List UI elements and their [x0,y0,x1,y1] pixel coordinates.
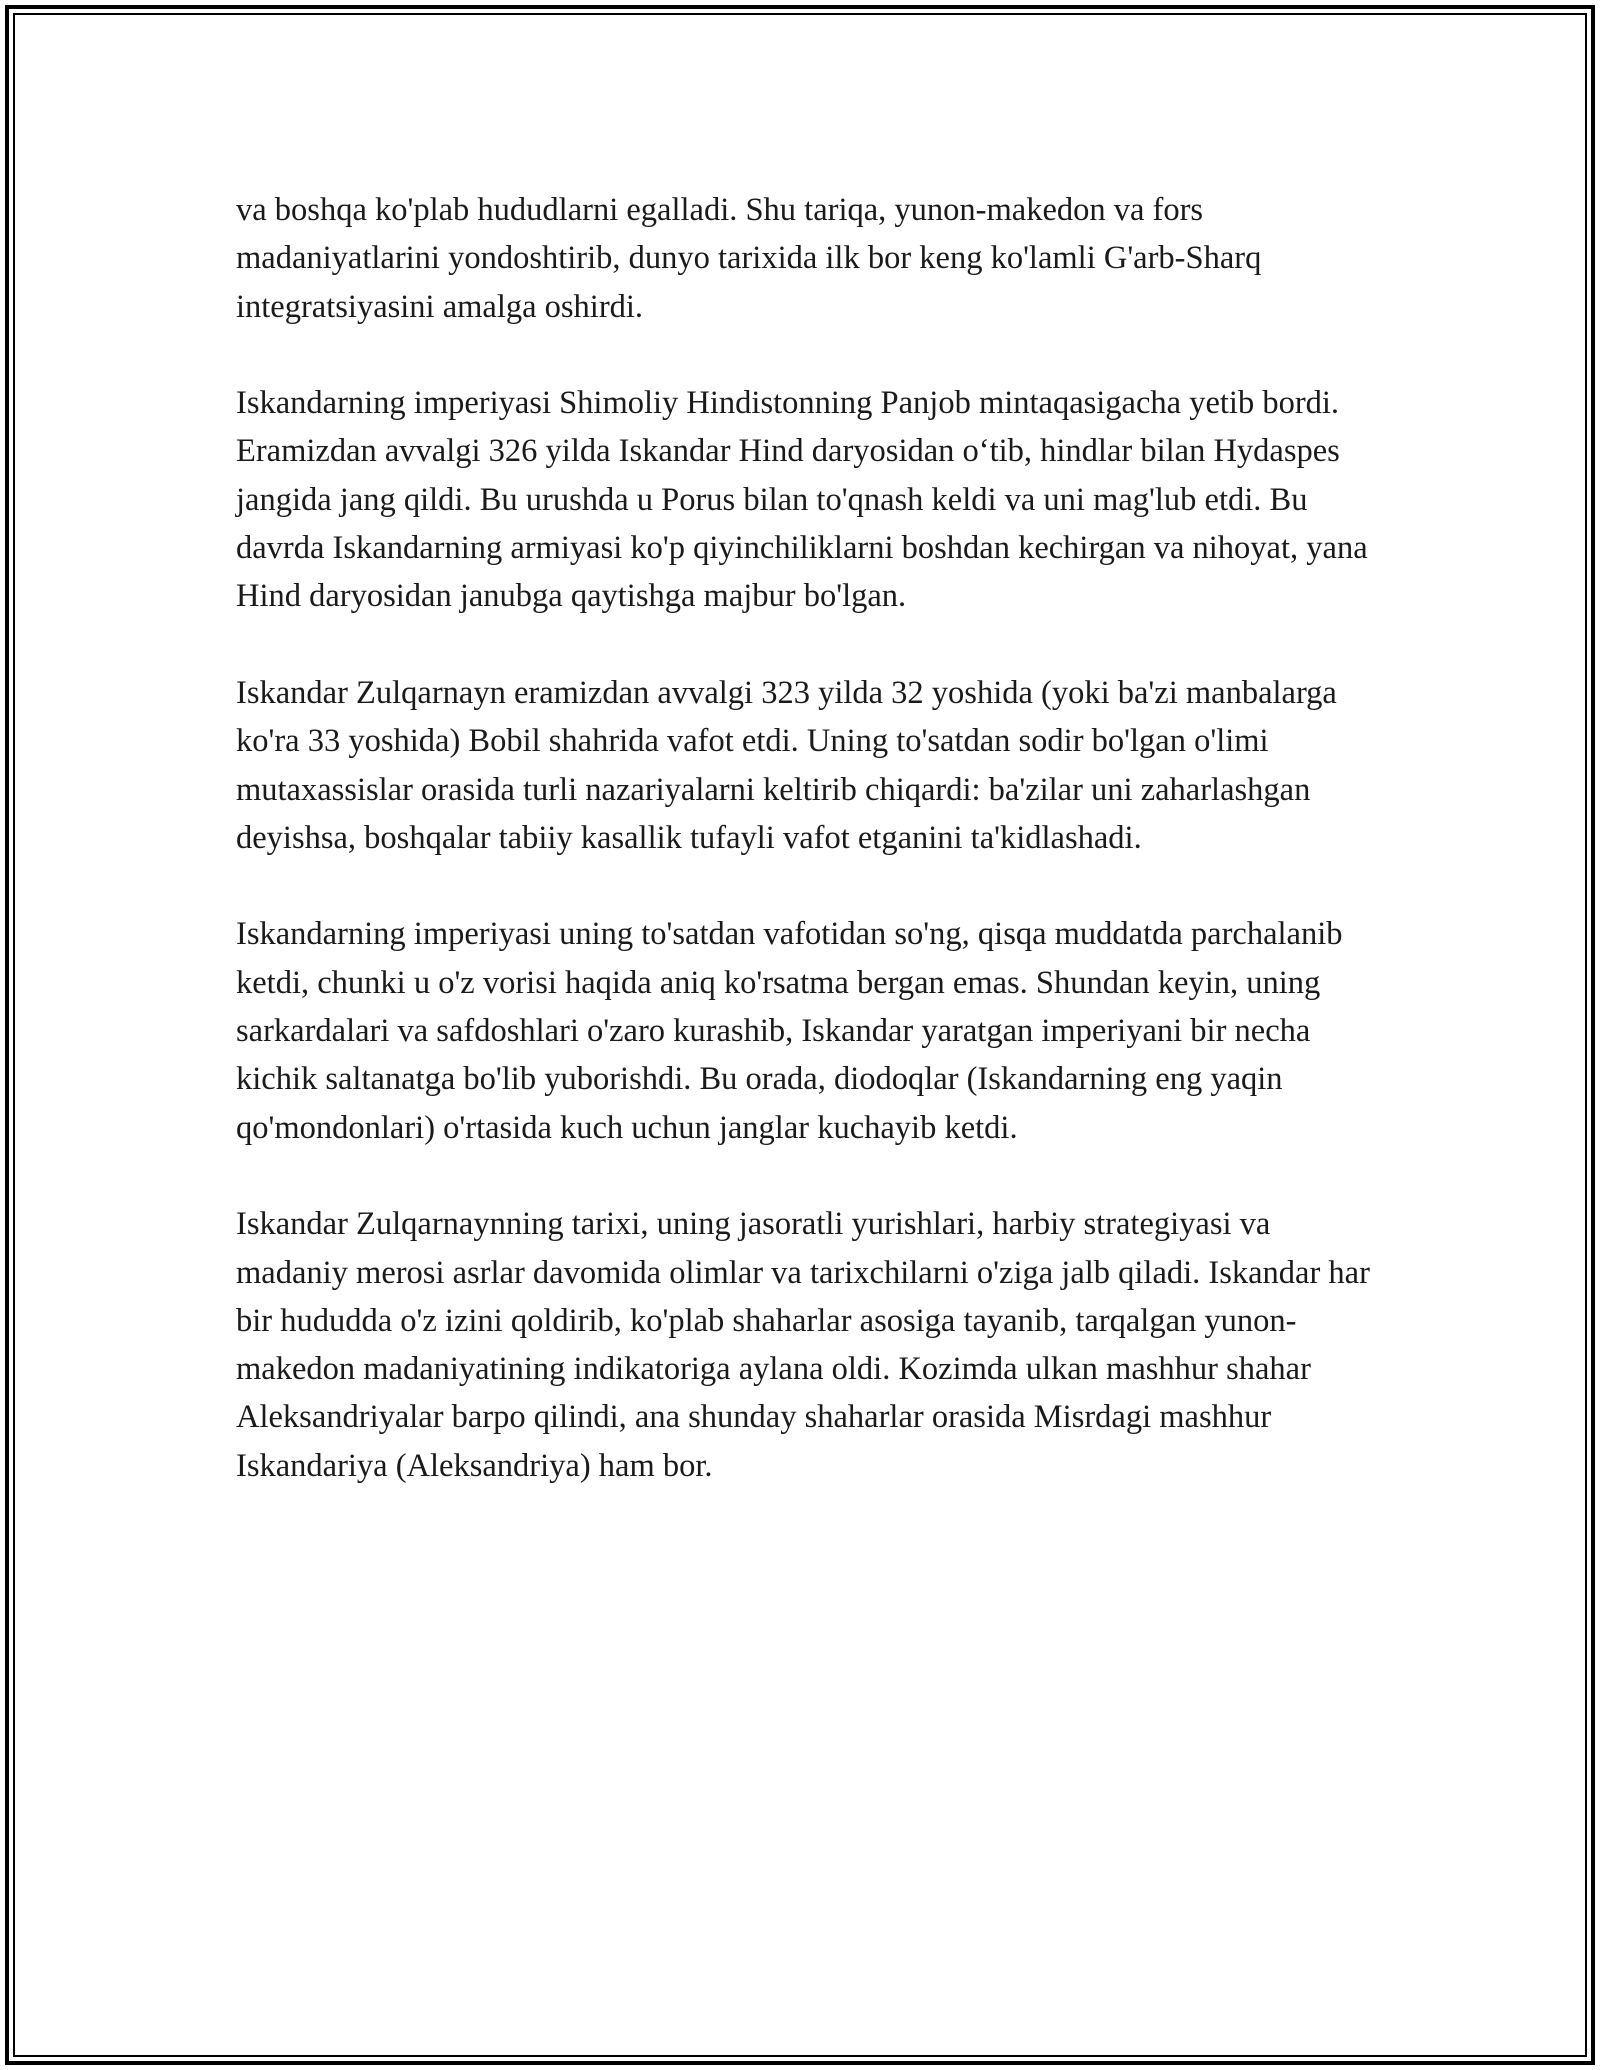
paragraph-4: Iskandarning imperiyasi uning to'satdan vafotidan so'ng, qisqa muddatda parchalanib ketdi, chunki u o'z vorisi haqida aniq ko'rsatma bergan emas. Shundan keyin, uning sarkardalari va safdoshlari o'zaro kurashib, Iskandar yaratgan imperiyani bir necha kichik saltanatga bo'lib yuborishdi. Bu orada, diodoqlar (Iskandarning eng yaqin qo'mondonlari) o'rtasida kuch uchun janglar kuchayib ketdi. [236,916,1343,1146]
paragraph-2: Iskandarning imperiyasi Shimoliy Hindistonning Panjob mintaqasigacha yetib bordi. Eramizdan avvalgi 326 yilda Iskandar Hind daryosidan o‘tib, hindlar bilan Hydaspes jangida jang qildi. Bu urushda u Porus bilan to'qnash keldi va uni mag'lub etdi. Bu davrda Iskandarning armiyasi ko'p qiyinchiliklarni boshdan kechirgan va nihoyat, yana Hind daryosidan janubga qaytishga majbur bo'lgan. [236,385,1368,615]
paragraph-5: Iskandar Zulqarnaynning tarixi, uning jasoratli yurishlari, harbiy strategiyasi va madaniy merosi asrlar davomida olimlar va tarixchilarni o'ziga jalb qiladi. Iskandar har bir hududda o'z izini qoldirib, ko'plab shaharlar asosiga tayanib, tarqalgan yunon-makedon madaniyatining indikatoriga aylana oldi. Kozimda ulkan mashhur shahar Aleksandriyalar barpo qilindi, ana shunday shaharlar orasida Misrdagi mashhur Iskandariya (Aleksandriya) ham bor. [236,1206,1370,1484]
document-body [236,186,1376,1490]
paragraph-3: Iskandar Zulqarnayn eramizdan avvalgi 323 yilda 32 yoshida (yoki ba'zi manbalarga ko'ra 33 yoshida) Bobil shahrida vafot etdi. Uning to'satdan sodir bo'lgan o'limi mutaxassislar orasida turli nazariyalarni keltirib chiqardi: ba'zilar uni zaharlashgan deyishsa, boshqalar tabiiy kasallik tufayli vafot etganini ta'kidlashadi. [236,674,1337,856]
paragraph-1: va boshqa ko'plab hududlarni egalladi. Shu tariqa, yunon-makedon va fors madaniyatlarini yondoshtirib, dunyo tarixida ilk bor keng ko'lamli G'arb-Sharq integratsiyasini amalga oshirdi. [236,192,1262,325]
